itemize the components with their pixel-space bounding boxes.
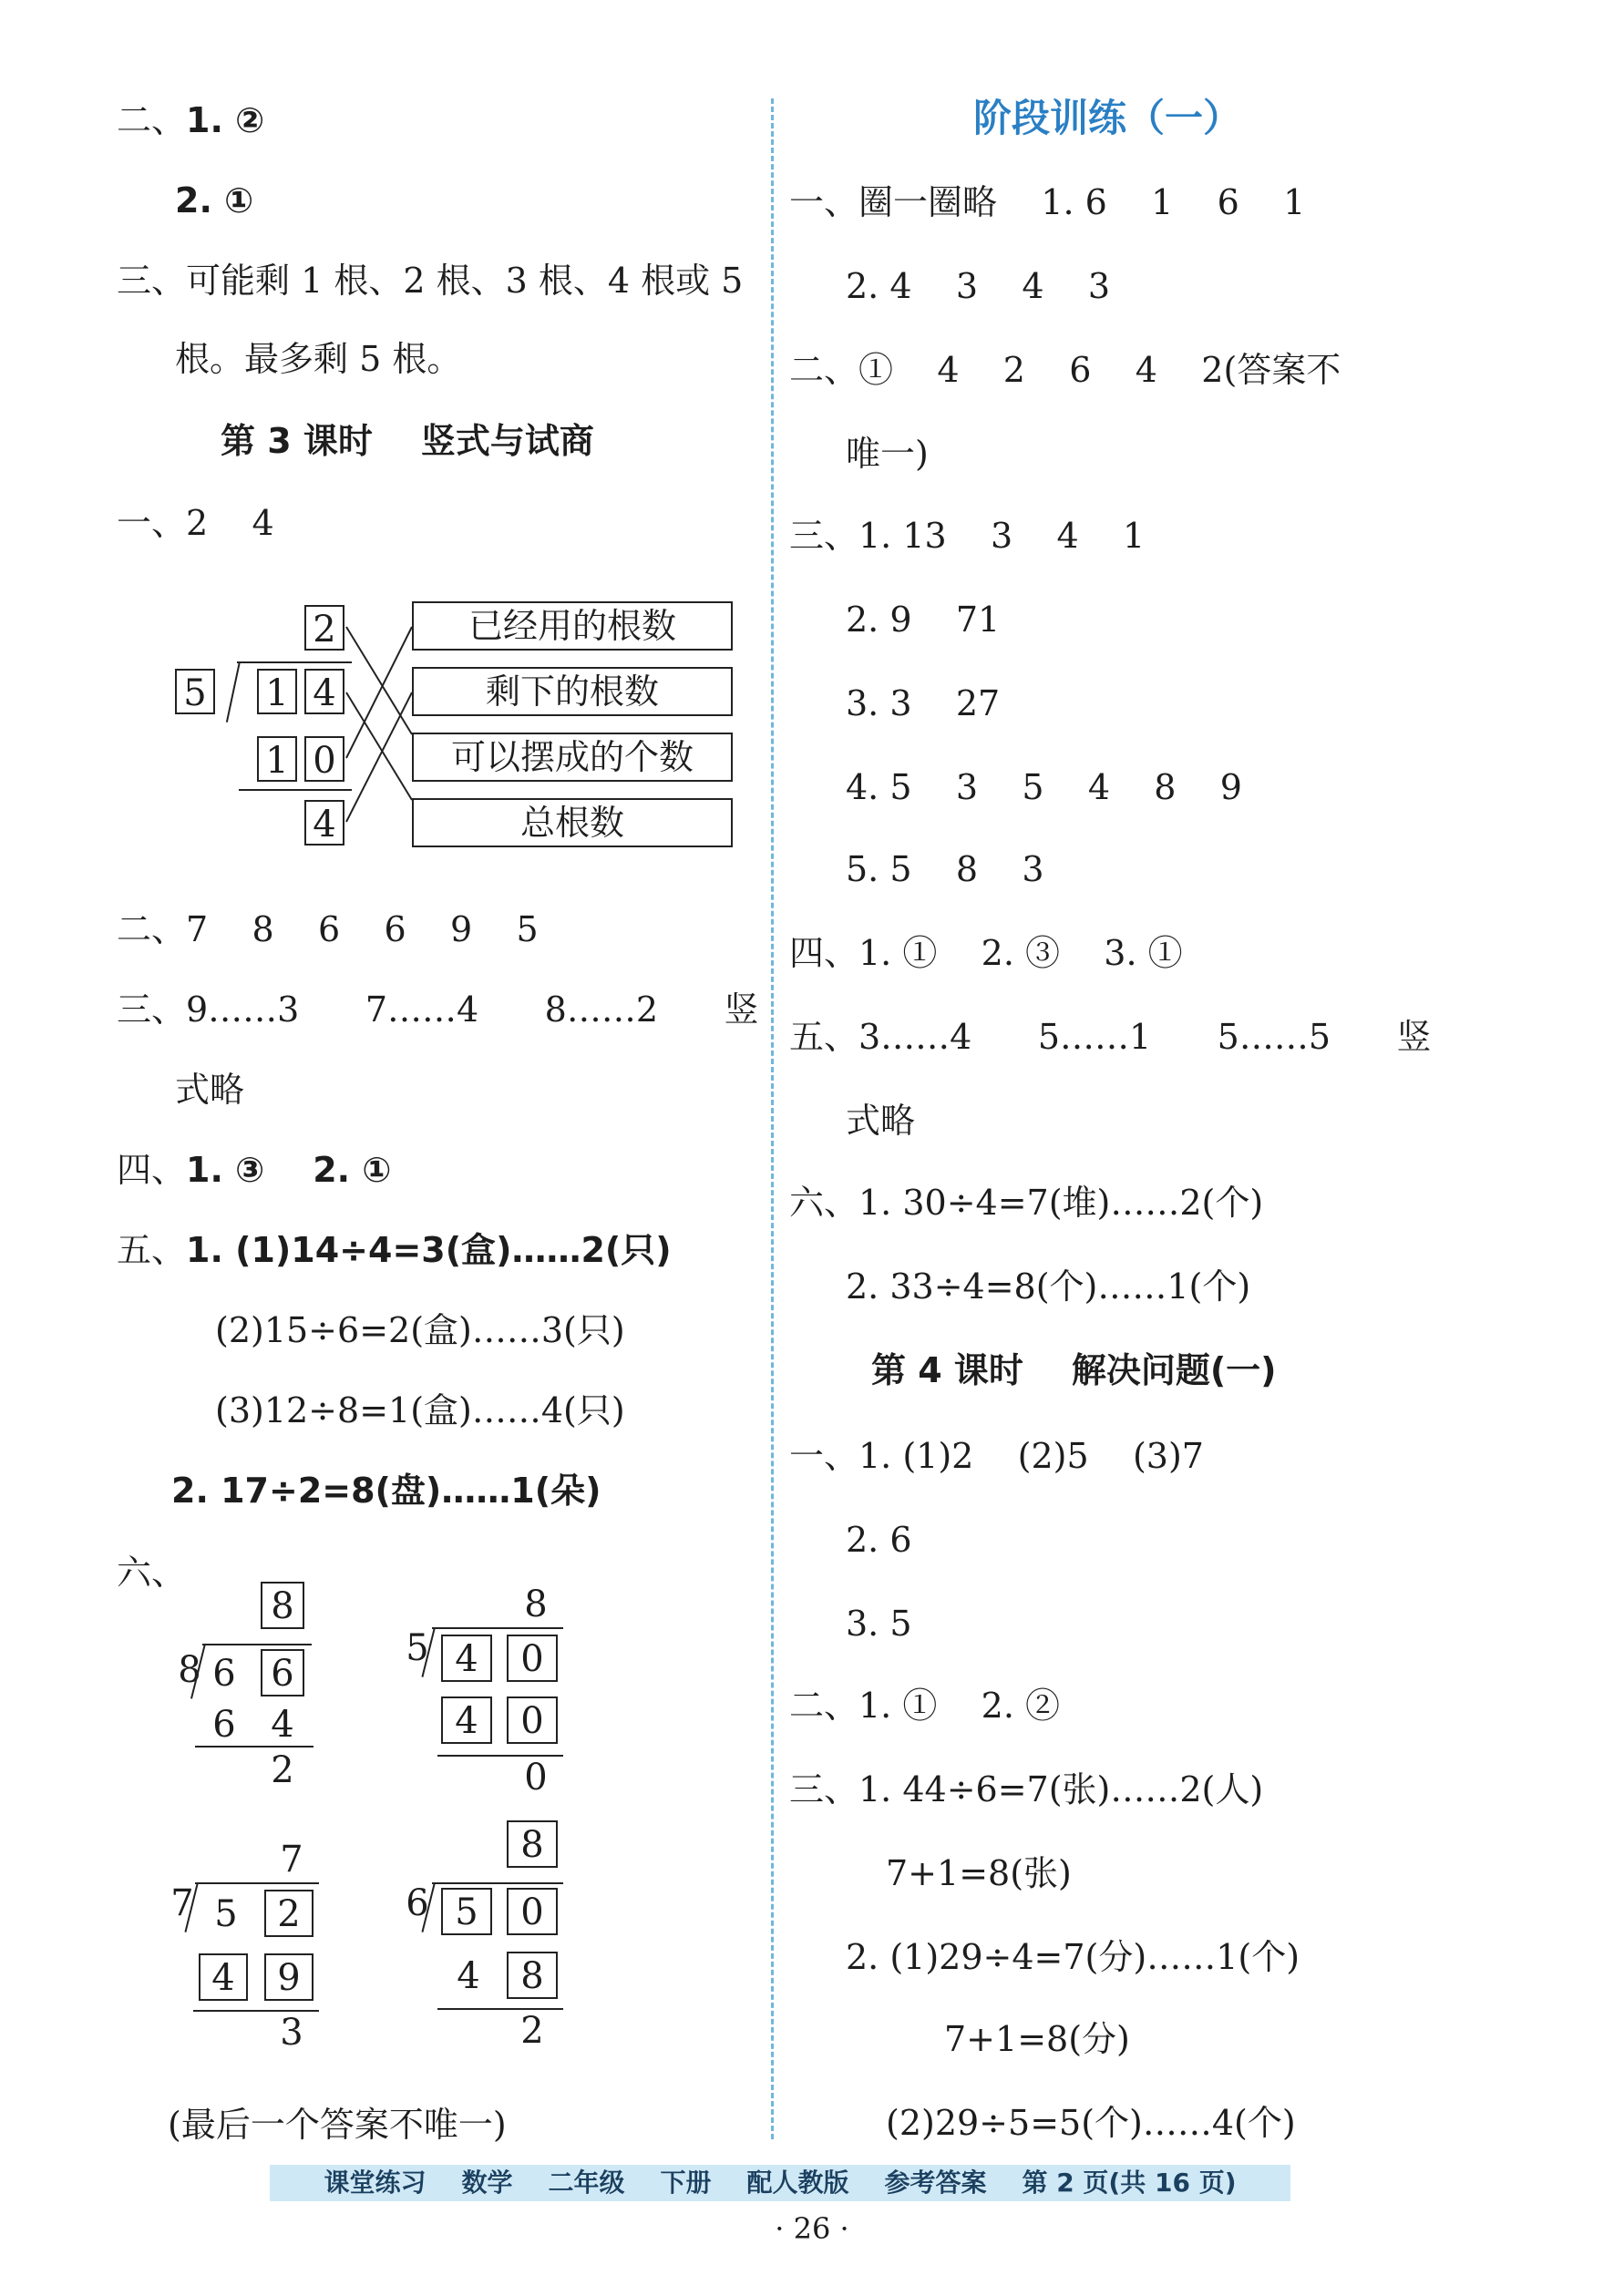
div-b-remainder: 0	[524, 1757, 548, 1799]
div-c-bracket-top	[195, 1882, 319, 1884]
div-d-product-ones: 8	[507, 1952, 558, 1999]
left-line-5: 一、2 4	[117, 503, 274, 543]
right-line-15: 一、1. (1)2 (2)5 (3)7	[789, 1436, 1204, 1476]
left-line-6: 二、7 8 6 6 9 5	[117, 909, 539, 949]
right-line-1: 一、圈一圈略 1. 6 1 6 1	[789, 182, 1306, 222]
left-line-1: 二、1. ②	[117, 100, 265, 140]
diagram-product-ones: 0	[304, 736, 344, 782]
right-line-12: 式略	[846, 1101, 916, 1141]
div-a-dividend-tens: 6	[212, 1653, 236, 1695]
page-number: · 26 ·	[775, 2211, 849, 2246]
div-a-remainder: 2	[271, 1749, 294, 1791]
line-remainder-to-remaining	[346, 692, 412, 822]
left-line-14: 六、	[117, 1553, 187, 1593]
diagram-product-tens: 1	[257, 736, 297, 782]
right-line-16: 2. 6	[846, 1520, 912, 1560]
div-b-divisor: 5	[406, 1627, 429, 1669]
div-d-divisor: 6	[406, 1882, 429, 1924]
line-product-to-used	[346, 627, 412, 758]
right-line-22: 7+1=8(分)	[944, 2019, 1130, 2059]
div-b-bracket-top	[432, 1627, 563, 1629]
left-line-11: (2)15÷6=2(盒)……3(只)	[215, 1310, 625, 1350]
div-c-dividend-ones: 2	[264, 1890, 313, 1937]
column-divider	[771, 98, 774, 2139]
div-d-remainder: 2	[520, 2010, 544, 2052]
left-line-9: 四、1. ③ 2. ①	[117, 1150, 392, 1190]
diagram-subtract-rule	[239, 789, 352, 791]
div-a-divisor: 8	[178, 1649, 201, 1691]
division-bracket-side	[226, 661, 241, 723]
div-a-product-tens: 6	[212, 1704, 236, 1746]
div-b-dividend-tens: 4	[441, 1635, 492, 1682]
right-line-3: 二、① 4 2 6 4 2(答案不	[789, 350, 1341, 390]
footer-banner: 课堂练习 数学 二年级 下册 配人教版 参考答案 第 2 页(共 16 页)	[270, 2165, 1290, 2201]
div-b-quotient: 8	[524, 1584, 548, 1625]
div-c-quotient: 7	[280, 1839, 303, 1881]
right-line-7: 3. 3 27	[846, 683, 1001, 723]
right-line-11: 五、3……4 5……1 5……5 竖	[789, 1017, 1432, 1057]
div-a-bracket-top	[202, 1644, 312, 1645]
matching-lines	[344, 620, 414, 838]
div-d-bracket-top	[432, 1882, 563, 1884]
div-c-product-ones: 9	[264, 1953, 313, 2001]
left-line-8: 式略	[175, 1070, 245, 1110]
div-c-product-tens: 4	[199, 1953, 248, 2001]
div-a-product-ones: 4	[271, 1704, 294, 1746]
left-line-2: 2. ①	[175, 180, 254, 220]
right-line-18: 二、1. ① 2. ②	[789, 1686, 1060, 1726]
lesson-4-heading: 第 4 课时 解决问题(一)	[871, 1350, 1277, 1390]
left-line-7: 三、9……3 7……4 8……2 竖	[117, 989, 759, 1030]
div-a-dividend-ones: 6	[261, 1649, 304, 1696]
diagram-dividend-tens: 1	[257, 669, 297, 714]
label-remaining-count: 剩下的根数	[412, 667, 733, 716]
right-line-8: 4. 5 3 5 4 8 9	[846, 767, 1242, 807]
div-c-divisor: 7	[170, 1882, 194, 1924]
left-line-15: (最后一个答案不唯一)	[168, 2105, 507, 2145]
div-a-quotient: 8	[261, 1582, 304, 1629]
right-line-2: 2. 4 3 4 3	[846, 266, 1110, 306]
left-line-13: 2. 17÷2=8(盘)……1(朵)	[171, 1471, 601, 1511]
label-used-count: 已经用的根数	[412, 601, 733, 651]
right-line-13: 六、1. 30÷4=7(堆)……2(个)	[789, 1183, 1264, 1223]
lesson-3-heading: 第 3 课时 竖式与试商	[221, 421, 594, 461]
right-line-17: 3. 5	[846, 1604, 912, 1644]
div-d-quotient: 8	[507, 1820, 558, 1868]
right-line-9: 5. 5 8 3	[846, 849, 1044, 889]
label-total-count: 总根数	[412, 798, 733, 847]
diagram-dividend-ones: 4	[304, 669, 344, 714]
right-line-5: 三、1. 13 3 4 1	[789, 516, 1146, 556]
left-line-4: 根。最多剩 5 根。	[175, 339, 462, 379]
right-line-20: 7+1=8(张)	[886, 1853, 1072, 1893]
div-b-dividend-ones: 0	[507, 1635, 558, 1682]
div-b-product-tens: 4	[441, 1696, 492, 1744]
right-line-10: 四、1. ① 2. ③ 3. ①	[789, 933, 1183, 973]
label-groups-count: 可以摆成的个数	[412, 733, 733, 782]
div-c-dividend-tens: 5	[214, 1893, 238, 1935]
stage-training-title: 阶段训练（一）	[973, 96, 1242, 140]
diagram-quotient: 2	[304, 605, 344, 651]
right-line-14: 2. 33÷4=8(个)……1(个)	[846, 1266, 1251, 1307]
right-line-6: 2. 9 71	[846, 600, 1001, 640]
right-line-21: 2. (1)29÷4=7(分)……1(个)	[846, 1937, 1300, 1977]
div-d-dividend-tens: 5	[441, 1888, 492, 1935]
line-dividend-to-total	[346, 692, 412, 800]
div-d-product-tens: 4	[457, 1955, 480, 1997]
left-line-12: (3)12÷8=1(盒)……4(只)	[215, 1390, 625, 1430]
diagram-remainder: 4	[304, 800, 344, 846]
left-line-3: 三、可能剩 1 根、2 根、3 根、4 根或 5	[117, 261, 744, 301]
div-c-remainder: 3	[280, 2012, 303, 2054]
left-line-10: 五、1. (1)14÷4=3(盒)……2(只)	[117, 1230, 672, 1270]
right-line-19: 三、1. 44÷6=7(张)……2(人)	[789, 1769, 1264, 1809]
right-line-23: (2)29÷5=5(个)……4(个)	[886, 2103, 1296, 2143]
right-line-4: 唯一)	[846, 434, 929, 474]
line-quotient-to-groups	[346, 627, 412, 734]
div-d-dividend-ones: 0	[507, 1888, 558, 1935]
div-b-product-ones: 0	[507, 1696, 558, 1744]
diagram-divisor: 5	[175, 669, 215, 714]
division-bracket-top	[237, 661, 352, 663]
